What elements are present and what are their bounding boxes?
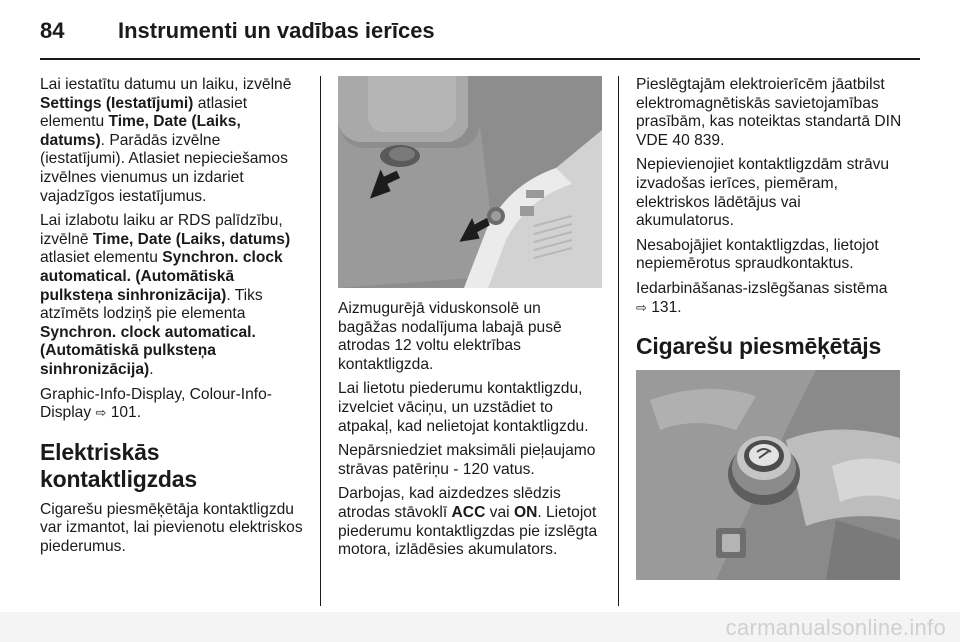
header-divider [40,58,920,60]
column-2-text [338,300,604,566]
menu-time-date-label: Time, Date (Laiks, datums) [92,230,291,248]
paragraph-stop-start-ref [636,280,902,317]
paragraph-date-time [40,76,306,206]
page-reference-arrow-icon: ⇨ [95,405,107,421]
column-1 [40,76,306,562]
paragraph-display-ref [40,386,306,423]
paragraph-no-chargers: Nepievienojiet kontaktligzdām strāvu izvadošas ierīces, piemēram, elektriskos lādētājus vai akumulatorus. [636,156,890,230]
paragraph-no-damage: Nesabojājiet kontaktligzdas, lietojot nepiemērotus spraudkontaktus. [636,236,879,273]
text-run: atlasiet elementu [40,94,248,131]
column-3 [636,76,902,580]
text-run: atlasiet elementu [40,249,163,267]
paragraph-ignition [338,485,604,559]
text-run: Graphic-Info-Display, Colour-Info-Display [40,385,272,422]
footer [0,612,960,642]
paragraph-outlet-intro: Cigarešu piesmēķētāja kontaktligzdu var izmantot, lai pievienotu elektriskos piederumus. [40,500,303,555]
text-run: . [149,360,154,378]
page-header [40,18,920,50]
section-title-power-outlets: Elektriskās kontaktligzdas [40,438,197,492]
text-run: . Tiks atzīmēts lodziņš pie elementa [40,286,263,323]
column-divider-1 [320,76,321,606]
cigarette-lighter-illustration [636,370,900,580]
text-run: . Parādās izvēlne (iestatījumi). Atlasiet nepieciešamos izvēlnes vienumus un izdariet vajadzīgos iestatījumus. [40,131,288,205]
paragraph-outlet-usage: Lai lietotu piederumu kontaktligzdu, izvelciet vāciņu, un uzstādiet to atpakaļ, kad nelietojat kontaktligzdu. [338,380,589,435]
power-outlet-illustration [338,76,602,288]
menu-synchron-clock-label: Synchron. clock automatical. (Automātiskā pulksteņa sinhronizācija) [40,323,256,378]
text-run: . Lietojot piederumu kontaktligzdas pie izslēgta motora, izlādēsies akumulators. [338,503,598,559]
text-run: Lai izlabotu laiku ar RDS palīdzību, izvēlnē [40,212,283,248]
text-run: vai [485,503,514,521]
column-2 [338,76,604,559]
page-title: Instrumenti un vadības ierīces [118,18,435,43]
text-run: Darbojas, kad aizdedzes slēdzis atrodas stāvoklī [338,485,561,521]
paragraph-outlet-location: Aizmugurējā viduskonsolē un bagāžas nodalījuma labajā pusē atrodas 12 voltu elektrības kontaktligzda. [338,300,562,373]
ignition-on-label: ON [513,503,538,521]
watermark: carmanualsonline.info [725,615,946,640]
paragraph-emc: Pieslēgtajām elektroierīcēm jāatbilst elektromagnētiskās savietojamības prasībām, kas noteiktas standartā DIN VDE 40 839. [636,76,902,149]
ignition-acc-label: ACC [451,503,486,521]
text-run: Lai iestatītu datumu un laiku, izvēlnē [40,76,292,93]
paragraph-rds [40,212,306,379]
paragraph-max-power: Nepārsniedziet maksimāli pieļaujamo strāvas patēriņu - 120 vatus. [338,442,596,478]
menu-settings-label: Settings (Iestatījumi) [40,94,194,112]
page-reference: 131. [646,298,682,316]
page-reference-arrow-icon: ⇨ [636,299,647,315]
column-divider-2 [618,76,619,606]
menu-synchron-clock-label: Synchron. clock automatical. (Automātiskā pulksteņa sinhronizācija) [40,249,283,304]
section-title-cigarette-lighter: Cigarešu piesmēķētājs [636,333,882,360]
text-run: Iedarbināšanas-izslēgšanas sistēma [636,279,888,297]
menu-time-date-label: Time, Date (Laiks, datums) [40,113,241,149]
page-number: 84 [40,18,65,43]
page-reference: 101. [106,404,142,422]
